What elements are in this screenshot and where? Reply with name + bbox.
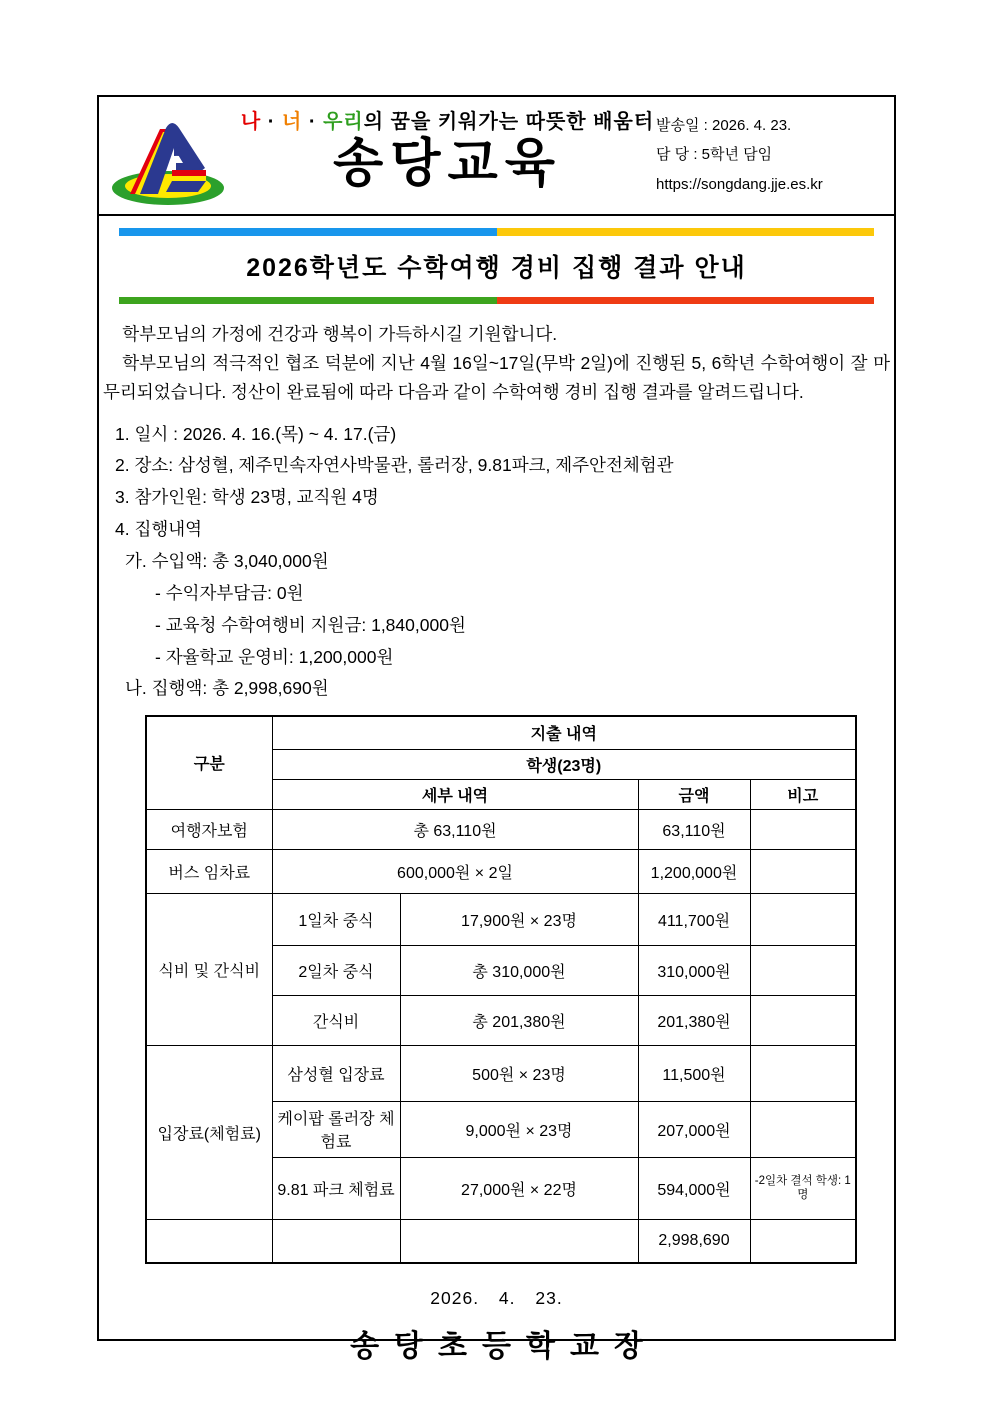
issue-date: 2026. 4. 23. <box>430 1288 563 1309</box>
cell-detail: 총 63,110원 <box>272 809 638 849</box>
cell-item: 1일차 중식 <box>272 893 400 945</box>
cell-amount: 63,110원 <box>638 809 750 849</box>
motto-me: 나 <box>240 111 262 133</box>
cell-item: 2일차 중식 <box>272 945 400 995</box>
cell-detail: 총 310,000원 <box>400 945 638 995</box>
income-school-fund: - 자율학교 운영비: 1,200,000원 <box>155 646 394 667</box>
header-note: 비고 <box>750 779 856 809</box>
school-motto: 나 · 너 · 우리의 꿈을 키워가는 따뜻한 배움터 <box>240 111 655 133</box>
cell-note <box>750 945 856 995</box>
income-total: 가. 수입액: 총 3,040,000원 <box>125 551 329 571</box>
table-row-insurance <box>146 809 856 849</box>
motto-we: 우리 <box>323 111 364 133</box>
school-logo <box>99 97 239 214</box>
cell-detail: 27,000원 × 22명 <box>400 1157 638 1219</box>
cell-category: 식비 및 간식비 <box>146 893 272 1045</box>
accent-blue-segment <box>119 228 497 236</box>
school-emblem-icon <box>108 106 230 206</box>
expense-table <box>145 715 857 1264</box>
cell-note <box>750 1101 856 1157</box>
table-row-total <box>146 1219 856 1263</box>
list-item-participants: 3. 참가인원: 학생 23명, 교직원 4명 <box>115 487 379 508</box>
cell-item: 간식비 <box>272 995 400 1045</box>
cell-note <box>750 1219 856 1263</box>
detail-list <box>99 407 894 706</box>
cell-amount: 594,000원 <box>638 1157 750 1219</box>
table-header-row-1 <box>146 716 856 749</box>
title-block <box>99 216 894 308</box>
cell-item: 9.81 파크 체험료 <box>272 1157 400 1219</box>
list-item-place: 2. 장소: 삼성혈, 제주민속자연사박물관, 롤러장, 9.81파크, 제주안전체험관 <box>115 455 674 476</box>
cell-item <box>272 1219 400 1263</box>
accent-yellow-segment <box>497 228 875 236</box>
expense-total: 나. 집행액: 총 2,998,690원 <box>125 678 329 699</box>
cell-note <box>750 1045 856 1101</box>
motto-you: 너 <box>281 111 303 133</box>
school-website-url: https://songdang.jje.es.kr <box>656 175 823 193</box>
person-in-charge: 담 당 : 5학년 담임 <box>656 146 773 164</box>
cell-note <box>750 809 856 849</box>
cell-amount: 411,700원 <box>638 893 750 945</box>
table-row-samseonghyeol <box>146 1045 856 1101</box>
cell-detail: 500원 × 23명 <box>400 1045 638 1101</box>
cell-detail: 17,900원 × 23명 <box>400 893 638 945</box>
cell-amount: 207,000원 <box>638 1101 750 1157</box>
header-category: 구분 <box>146 716 272 809</box>
cell-amount: 310,000원 <box>638 945 750 995</box>
list-item-date: 1. 일시 : 2026. 4. 16.(목) ~ 4. 17.(금) <box>115 423 397 444</box>
bottom-accent-bar <box>119 297 874 304</box>
cell-note <box>750 995 856 1045</box>
greeting-paragraph: 학부모님의 가정에 건강과 행복이 가득하시길 기원합니다. <box>122 324 558 344</box>
cell-note: -2일차 결석 학생: 1명 <box>750 1157 856 1219</box>
letterhead-info <box>656 97 894 214</box>
header-expense: 지출 내역 <box>272 716 856 749</box>
header-amount: 금액 <box>638 779 750 809</box>
cell-note <box>750 893 856 945</box>
cell-amount: 11,500원 <box>638 1045 750 1101</box>
table-row-bus <box>146 849 856 893</box>
notice-title: 2026학년도 수학여행 경비 집행 결과 안내 <box>246 254 747 282</box>
cell-category: 입장료(체험료) <box>146 1045 272 1219</box>
cell-detail: 총 201,380원 <box>400 995 638 1045</box>
intro-paragraph: 학부모님의 적극적인 협조 덕분에 지난 4월 16일~17일(무박 2일)에 진행된 5, 6학년 수학여행이 잘 마무리되었습니다. 정산이 완료됨에 따라 다음과 같이 수학여행 경비 집행 결과를 알려드립니다. <box>103 352 890 402</box>
cell-detail: 9,000원 × 23명 <box>400 1101 638 1157</box>
list-item-execution: 4. 집행내역 <box>115 519 203 540</box>
cell-category <box>146 1219 272 1263</box>
cell-note <box>750 849 856 893</box>
cell-category: 버스 임차료 <box>146 849 272 893</box>
dispatch-date: 발송일 : 2026. 4. 23. <box>656 117 792 134</box>
cell-detail: 600,000원 × 2일 <box>272 849 638 893</box>
cell-category: 여행자보험 <box>146 809 272 849</box>
cell-amount: 1,200,000원 <box>638 849 750 893</box>
header-student: 학생(23명) <box>272 749 856 779</box>
motto-rest: 의 꿈을 키워가는 따뜻한 배움터 <box>363 111 655 133</box>
cell-item: 케이팝 롤러장 체험료 <box>272 1101 400 1157</box>
header-detail: 세부 내역 <box>272 779 638 809</box>
letterhead <box>99 97 894 216</box>
principal-signature: 송당초등학교장 <box>350 1330 658 1364</box>
income-beneficiary: - 수익자부담금: 0원 <box>155 582 304 603</box>
cell-item: 삼성혈 입장료 <box>272 1045 400 1101</box>
table-row-meal-day1 <box>146 893 856 945</box>
notice-page <box>97 95 896 1364</box>
top-accent-bar <box>119 228 874 236</box>
accent-red-segment <box>497 297 875 304</box>
accent-green-segment <box>119 297 497 304</box>
income-office-subsidy: - 교육청 수학여행비 지원금: 1,840,000원 <box>155 614 466 635</box>
body-text <box>99 308 894 407</box>
school-brand-title: 송당교육 <box>333 135 562 193</box>
cell-total-amount: 2,998,690 <box>638 1219 750 1263</box>
cell-detail <box>400 1219 638 1263</box>
cell-amount: 201,380원 <box>638 995 750 1045</box>
